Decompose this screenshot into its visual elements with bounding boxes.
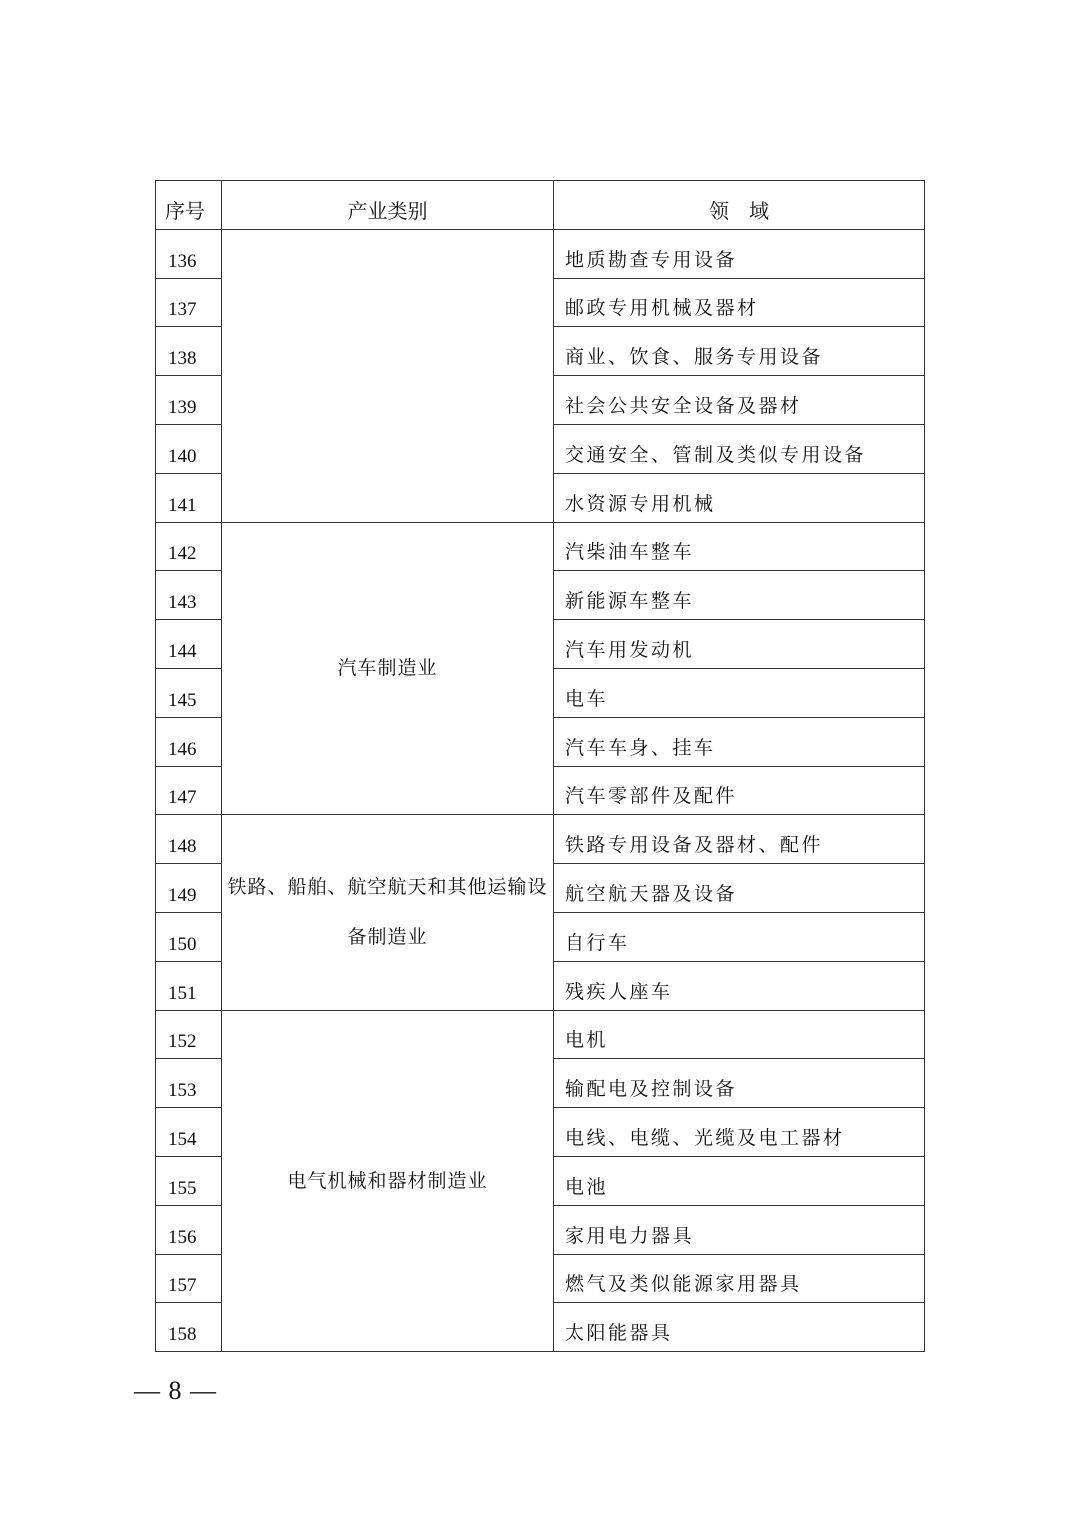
- row-number: 142: [156, 522, 222, 571]
- row-number: 147: [156, 766, 222, 815]
- field-cell: 汽柴油车整车: [554, 522, 925, 571]
- field-cell: 交通安全、管制及类似专用设备: [554, 424, 925, 473]
- category-cell: 铁路、船舶、航空航天和其他运输设备制造业: [222, 815, 554, 1010]
- table-row: [156, 815, 925, 864]
- field-cell: 残疾人座车: [554, 961, 925, 1010]
- header-num: 序号: [156, 181, 222, 230]
- row-number: 136: [156, 229, 222, 278]
- row-number: 158: [156, 1303, 222, 1352]
- page-number: — 8 —: [134, 1376, 217, 1405]
- row-number: 150: [156, 912, 222, 961]
- row-number: 154: [156, 1108, 222, 1157]
- row-number: 152: [156, 1010, 222, 1059]
- field-cell: 家用电力器具: [554, 1205, 925, 1254]
- field-cell: 水资源专用机械: [554, 473, 925, 522]
- row-number: 140: [156, 424, 222, 473]
- field-cell: 汽车用发动机: [554, 620, 925, 669]
- header-field: 领 域: [554, 181, 925, 230]
- field-cell: 自行车: [554, 912, 925, 961]
- row-number: 156: [156, 1205, 222, 1254]
- field-cell: 商业、饮食、服务专用设备: [554, 327, 925, 376]
- row-number: 151: [156, 961, 222, 1010]
- field-cell: 电池: [554, 1156, 925, 1205]
- row-number: 144: [156, 620, 222, 669]
- field-cell: 电机: [554, 1010, 925, 1059]
- category-cell: [222, 229, 554, 522]
- row-number: 137: [156, 278, 222, 327]
- field-cell: 汽车零部件及配件: [554, 766, 925, 815]
- table-row: [156, 1010, 925, 1059]
- header-category: 产业类别: [222, 181, 554, 230]
- category-cell: 电气机械和器材制造业: [222, 1010, 554, 1352]
- table-row: [156, 522, 925, 571]
- field-cell: 输配电及控制设备: [554, 1059, 925, 1108]
- field-cell: 太阳能器具: [554, 1303, 925, 1352]
- field-cell: 航空航天器及设备: [554, 864, 925, 913]
- field-cell: 汽车车身、挂车: [554, 717, 925, 766]
- row-number: 138: [156, 327, 222, 376]
- row-number: 146: [156, 717, 222, 766]
- category-cell: 汽车制造业: [222, 522, 554, 815]
- field-cell: 地质勘查专用设备: [554, 229, 925, 278]
- row-number: 149: [156, 864, 222, 913]
- row-number: 153: [156, 1059, 222, 1108]
- industry-table: [155, 180, 925, 1352]
- field-cell: 电车: [554, 668, 925, 717]
- field-cell: 新能源车整车: [554, 571, 925, 620]
- field-cell: 电线、电缆、光缆及电工器材: [554, 1108, 925, 1157]
- field-cell: 邮政专用机械及器材: [554, 278, 925, 327]
- field-cell: 铁路专用设备及器材、配件: [554, 815, 925, 864]
- row-number: 139: [156, 376, 222, 425]
- row-number: 143: [156, 571, 222, 620]
- row-number: 141: [156, 473, 222, 522]
- row-number: 145: [156, 668, 222, 717]
- field-cell: 燃气及类似能源家用器具: [554, 1254, 925, 1303]
- table-body: [156, 229, 925, 1351]
- row-number: 157: [156, 1254, 222, 1303]
- row-number: 148: [156, 815, 222, 864]
- header-row: [156, 181, 925, 230]
- row-number: 155: [156, 1156, 222, 1205]
- field-cell: 社会公共安全设备及器材: [554, 376, 925, 425]
- table-row: [156, 229, 925, 278]
